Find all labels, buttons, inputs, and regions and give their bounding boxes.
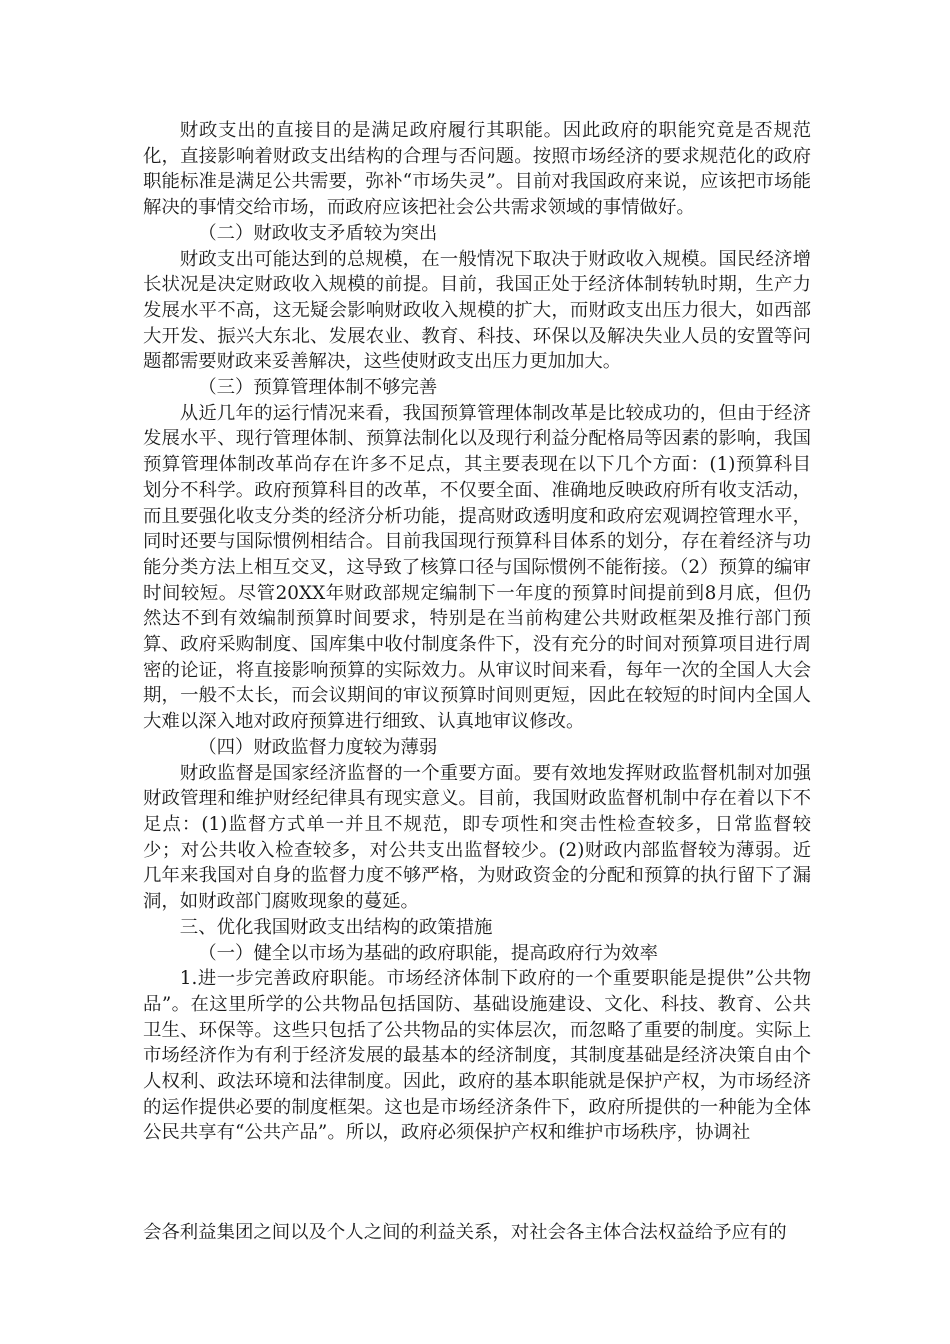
paragraph-fiscal-purpose: 财政支出的直接目的是满足政府履行其职能。因此政府的职能究竟是否规范化，直接影响着财政支出结构的合理与否问题。按照市场经济的要求规范化的政府职能标准是满足公共需要，弥补“市场失灵”。目前对我国政府来说，应该把市场能解决的事情交给市场，而政府应该把社会公共需求领域的事情做好。	[143, 120, 811, 219]
subheading-revenue-expenditure: （二）财政收支矛盾较为突出	[198, 222, 438, 244]
paragraph-public-goods: 1.进一步完善政府职能。市场经济体制下政府的一个重要职能是提供”公共物品”。在这里所学的公共物品包括国防、基础设施建设、文化、科技、教育、公共卫生、环保等。这些只包括了公共物品的实体层次，而忽略了重要的制度。实际上市场经济作为有利于经济发展的最基本的经济制度，其制度基础是经济决策自由个人权利、政法环境和法律制度。因此，政府的基本职能就是保护产权，为市场经济的运作提供必要的制度框架。这也是市场经济条件下，政府所提供的一种能为全体公民共享有“公共产品”。所以，政府必须保护产权和维护市场秩序，协调社	[143, 968, 811, 1144]
subheading-budget-system: （三）预算管理体制不够完善	[198, 377, 438, 399]
document-body	[143, 118, 811, 1146]
subheading-government-functions: （一）健全以市场为基础的政府职能，提高政府行为效率	[198, 942, 658, 964]
section-heading-policy-measures: 三、优化我国财政支出结构的政策措施	[179, 916, 493, 938]
subheading-fiscal-supervision: （四）财政监督力度较为薄弱	[198, 736, 438, 758]
paragraph-supervision: 财政监督是国家经济监督的一个重要方面。要有效地发挥财政监督机制对加强财政管理和维护财经纪律具有现实意义。目前，我国财政监督机制中存在着以下不足点：(1)监督方式单一并且不规范，即专项性和突击性检查较多，日常监督较少；对公共收入检查较多，对公共支出监督较少。(2)财政内部监督较为薄弱。近几年来我国对自身的监督力度不够严格，为财政资金的分配和预算的执行留下了漏洞，如财政部门腐败现象的蔓延。	[143, 762, 811, 913]
paragraph-revenue-scale: 财政支出可能达到的总规模，在一般情况下取决于财政收入规模。国民经济增长状况是决定财政收入规模的前提。目前，我国正处于经济体制转轨时期，生产力发展水平不高，这无疑会影响财政收入规模的扩大，而财政支出压力很大，如西部大开发、振兴大东北、发展农业、教育、科技、环保以及解决失业人员的安置等问题都需要财政来妥善解决，这些使财政支出压力更加加大。	[143, 248, 811, 373]
paragraph-budget-reform: 从近几年的运行情况来看，我国预算管理体制改革是比较成功的，但由于经济发展水平、现行管理体制、预算法制化以及现行利益分配格局等因素的影响，我国预算管理体制改革尚存在许多不足点，其主要表现在以下几个方面：(1)预算科目划分不科学。政府预算科目的改革，不仅要全面、准确地反映政府所有收支活动，而且要强化收支分类的经济分析功能，提高财政透明度和政府宏观调控管理水平，同时还要与国际惯例相结合。目前我国现行预算科目体系的划分，存在着经济与功能分类方法上相互交叉，这导致了核算口径与国际惯例不能衔接。（2）预算的编审时间较短。尽管20XX年财政部规定编制下一年度的预算时间提前到8月底，但仍然达不到有效编制预算时间要求，特别是在当前构建公共财政框架及推行部门预算、政府采购制度、国库集中收付制度条件下，没有充分的时间对预算项目进行周密的论证，将直接影响预算的实际效力。从审议时间来看，每年一次的全国人大会期，一般不太长，而会议期间的审议预算时间则更短，因此在较短的时间内全国人大难以深入地对政府预算进行细致、认真地审议修改。	[143, 402, 811, 733]
next-page-continuation: 会各利益集团之间以及个人之间的利益关系，对社会各主体合法权益给予应有的	[143, 1222, 787, 1243]
